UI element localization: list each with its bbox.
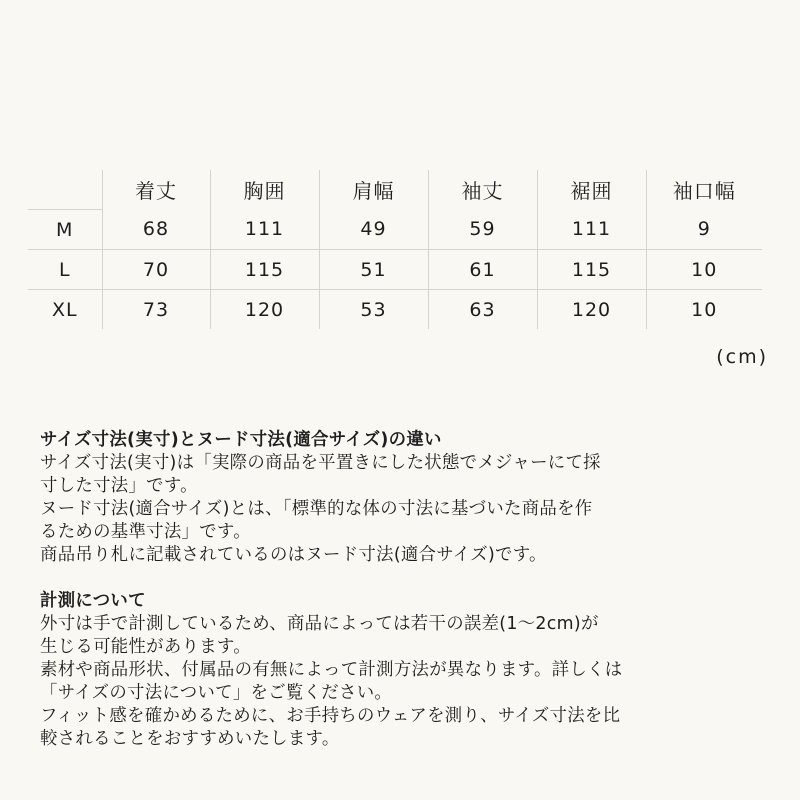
corner-cell (28, 170, 102, 210)
size-table (28, 170, 762, 329)
text-line: サイズ寸法(実寸)は「実際の商品を平置きにした状態でメジャーにて採 (40, 453, 601, 473)
table-cell: 9 (646, 210, 762, 250)
table-cell: 73 (102, 290, 210, 330)
size-label: XL (28, 290, 102, 330)
table-cell: 63 (428, 290, 537, 330)
section-heading: サイズ寸法(実寸)とヌード寸法(適合サイズ)の違い (40, 430, 442, 450)
section-measurement (40, 590, 770, 751)
column-header-length: 着丈 (102, 170, 210, 210)
text-line: 生じる可能性があります。 (40, 637, 251, 657)
text-line: 外寸は手で計測しているため、商品によっては若干の誤差(1〜2cm)が (40, 614, 599, 634)
table-cell: 111 (210, 210, 319, 250)
column-header-sleeve-length: 袖丈 (428, 170, 537, 210)
size-label: L (28, 250, 102, 290)
paragraph (40, 705, 770, 751)
table-cell: 53 (319, 290, 428, 330)
paragraph (40, 452, 770, 498)
paragraph (40, 613, 770, 659)
section-heading: 計測について (40, 591, 146, 611)
text-line: 寸した寸法」です。 (40, 476, 198, 496)
table-cell: 120 (210, 290, 319, 330)
table-cell: 10 (646, 290, 762, 330)
table-cell: 120 (537, 290, 646, 330)
table-row (28, 210, 762, 250)
table-cell: 51 (319, 250, 428, 290)
size-label: M (56, 218, 74, 241)
text-line: 商品吊り札に記載されているのはヌード寸法(適合サイズ)です。 (40, 545, 547, 565)
column-header-cuff-width: 袖口幅 (646, 170, 762, 210)
table-cell: 10 (646, 250, 762, 290)
table-cell: 68 (102, 210, 210, 250)
table-cell: 115 (210, 250, 319, 290)
text-line: ヌード寸法(適合サイズ)とは、「標準的な体の寸法に基づいた商品を作 (40, 499, 593, 519)
table-cell: 49 (319, 210, 428, 250)
notes (40, 429, 770, 751)
header-row (28, 170, 762, 210)
table-cell: 59 (428, 210, 537, 250)
text-line: るための基準寸法」です。 (40, 522, 251, 542)
column-header-hem: 裾囲 (537, 170, 646, 210)
table-cell: 111 (537, 210, 646, 250)
table-row (28, 250, 762, 290)
table-row (28, 290, 762, 330)
text-line: 較されることをおすすめいたします。 (40, 729, 340, 749)
column-header-chest: 胸囲 (210, 170, 319, 210)
paragraph (40, 498, 770, 544)
table-cell: 61 (428, 250, 537, 290)
text-line: 「サイズの寸法について」をご覧ください。 (40, 683, 393, 703)
column-header-shoulder: 肩幅 (319, 170, 428, 210)
paragraph (40, 659, 770, 705)
paragraph (40, 544, 770, 567)
section-size-difference (40, 429, 770, 567)
text-line: 素材や商品形状、付属品の有無によって計測方法が異なります。詳しくは (40, 660, 623, 680)
unit-label: (cm) (716, 346, 768, 368)
table-cell: 115 (537, 250, 646, 290)
text-line: フィット感を確かめるために、お手持ちのウェアを測り、サイズ寸法を比 (40, 706, 621, 726)
table-cell: 70 (102, 250, 210, 290)
